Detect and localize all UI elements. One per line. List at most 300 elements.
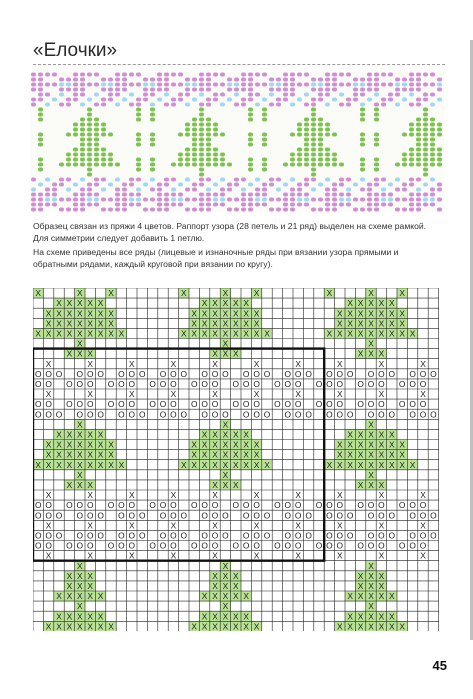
chart-cross-symbol: X <box>108 288 114 299</box>
chart-circle-symbol: O <box>149 540 156 551</box>
chart-cross-symbol: X <box>66 591 73 602</box>
chart-circle-symbol: O <box>336 540 344 551</box>
chart-circle-symbol: O <box>232 500 240 511</box>
chart-cross-symbol: X <box>295 358 301 369</box>
chart-cross-symbol: X <box>253 621 260 632</box>
chart-cross-symbol: X <box>253 439 260 450</box>
chart-cross-symbol: X <box>56 611 62 622</box>
chart-cross-symbol: X <box>191 439 197 450</box>
chart-circle-symbol: O <box>159 378 167 389</box>
chart-circle-symbol: O <box>86 368 94 379</box>
chart-circle-symbol: O <box>398 540 406 551</box>
chart-cross-symbol: X <box>191 328 197 339</box>
chart-circle-symbol: O <box>367 378 375 389</box>
chart-cross-symbol: X <box>368 591 374 602</box>
chart-cross-symbol: X <box>357 348 364 359</box>
chart-cross-symbol: X <box>212 490 218 501</box>
chart-circle-symbol: O <box>128 540 136 551</box>
chart-circle-symbol: O <box>419 409 427 420</box>
chart-cross-symbol: X <box>87 449 93 460</box>
chart-cross-symbol: X <box>264 459 270 470</box>
chart-cross-symbol: X <box>222 429 229 440</box>
chart-circle-symbol: O <box>138 409 146 420</box>
chart-cross-symbol: X <box>222 439 229 450</box>
chart-cross-symbol: X <box>378 611 385 622</box>
chart-cross-symbol: X <box>45 550 52 561</box>
chart-circle-symbol: O <box>97 368 104 379</box>
chart-cross-symbol: X <box>77 580 83 591</box>
chart-circle-symbol: O <box>409 378 416 389</box>
chart-cross-symbol: X <box>45 490 52 501</box>
chart-circle-symbol: O <box>211 368 219 379</box>
chart-circle-symbol: O <box>45 540 52 551</box>
chart-circle-symbol: O <box>34 500 42 511</box>
chart-cross-symbol: X <box>108 318 114 329</box>
chart-cross-symbol: X <box>77 308 83 319</box>
chart-circle-symbol: O <box>222 409 229 420</box>
chart-circle-symbol: O <box>107 500 115 511</box>
chart-cross-symbol: X <box>378 520 385 531</box>
chart-circle-symbol: O <box>294 368 302 379</box>
chart-circle-symbol: O <box>211 500 219 511</box>
chart-cross-symbol: X <box>97 308 104 319</box>
chart-cross-symbol: X <box>66 439 73 450</box>
chart-cross-symbol: X <box>357 318 364 329</box>
chart-cross-symbol: X <box>368 348 374 359</box>
chart-cross-symbol: X <box>222 338 229 349</box>
chart-circle-symbol: O <box>34 368 42 379</box>
chart-circle-symbol: O <box>284 409 292 420</box>
chart-cross-symbol: X <box>388 449 395 460</box>
chart-circle-symbol: O <box>294 409 302 420</box>
chart-cross-symbol: X <box>87 358 93 369</box>
chart-cross-symbol: X <box>378 621 385 632</box>
chart-cross-symbol: X <box>368 439 374 450</box>
chart-cross-symbol: X <box>388 621 395 632</box>
chart-circle-symbol: O <box>180 368 188 379</box>
chart-cross-symbol: X <box>233 449 239 460</box>
description-paragraph-2: На схеме приведены все ряды (лицевые и изнаночные ряды при вязании узора прямыми и обратными рядами, каждый круговой при вязании по кругу). <box>33 247 399 270</box>
chart-cross-symbol: X <box>243 318 249 329</box>
chart-cross-symbol: X <box>97 621 104 632</box>
chart-cross-symbol: X <box>253 358 260 369</box>
chart-cross-symbol: X <box>295 520 301 531</box>
chart-cross-symbol: X <box>191 308 197 319</box>
chart-cross-symbol: X <box>201 308 208 319</box>
chart-circle-symbol: O <box>326 510 333 521</box>
chart-cross-symbol: X <box>368 479 374 490</box>
chart-cross-symbol: X <box>347 429 353 440</box>
chart-circle-symbol: O <box>336 500 344 511</box>
chart-cross-symbol: X <box>399 288 405 299</box>
chart-cross-symbol: X <box>77 469 83 480</box>
chart-cross-symbol: X <box>388 308 395 319</box>
chart-cross-symbol: X <box>201 459 208 470</box>
chart-circle-symbol: O <box>346 409 354 420</box>
chart-circle-symbol: O <box>253 500 260 511</box>
chart-circle-symbol: O <box>107 540 115 551</box>
chart-cross-symbol: X <box>87 520 93 531</box>
chart-cross-symbol: X <box>336 328 343 339</box>
chart-circle-symbol: O <box>336 530 344 541</box>
chart-circle-symbol: O <box>388 368 396 379</box>
chart-circle-symbol: O <box>170 500 177 511</box>
chart-cross-symbol: X <box>357 591 364 602</box>
chart-circle-symbol: O <box>76 530 84 541</box>
chart-cross-symbol: X <box>368 570 374 581</box>
chart-circle-symbol: O <box>294 378 302 389</box>
chart-cross-symbol: X <box>212 459 218 470</box>
chart-cross-symbol: X <box>378 318 385 329</box>
chart-circle-symbol: O <box>211 399 219 410</box>
chart-circle-symbol: O <box>222 368 229 379</box>
chart-cross-symbol: X <box>399 459 405 470</box>
knitting-chart-grid <box>33 288 439 631</box>
chart-cross-symbol: X <box>347 439 353 450</box>
chart-circle-symbol: O <box>211 409 219 420</box>
chart-circle-symbol: O <box>201 540 208 551</box>
chart-cross-symbol: X <box>347 328 353 339</box>
chart-cross-symbol: X <box>56 298 62 309</box>
chart-cross-symbol: X <box>336 449 343 460</box>
chart-cross-symbol: X <box>56 328 62 339</box>
chart-circle-symbol: O <box>66 399 73 410</box>
chart-circle-symbol: O <box>242 510 250 521</box>
chart-circle-symbol: O <box>170 510 177 521</box>
chart-circle-symbol: O <box>86 378 94 389</box>
chart-cross-symbol: X <box>77 601 83 612</box>
chart-cross-symbol: X <box>66 348 73 359</box>
chart-cross-symbol: X <box>222 328 229 339</box>
chart-cross-symbol: X <box>87 328 93 339</box>
chart-circle-symbol: O <box>409 368 416 379</box>
chart-circle-symbol: O <box>66 378 73 389</box>
chart-cross-symbol: X <box>253 459 260 470</box>
chart-cross-symbol: X <box>326 328 333 339</box>
chart-cross-symbol: X <box>222 621 229 632</box>
chart-cross-symbol: X <box>222 580 229 591</box>
chart-cross-symbol: X <box>368 318 374 329</box>
chart-circle-symbol: O <box>170 540 177 551</box>
chart-cross-symbol: X <box>87 429 93 440</box>
chart-cross-symbol: X <box>222 348 229 359</box>
chart-cross-symbol: X <box>243 591 249 602</box>
title-divider <box>33 64 445 65</box>
chart-cross-symbol: X <box>336 389 343 400</box>
chart-cross-symbol: X <box>409 328 416 339</box>
chart-cross-symbol: X <box>97 429 104 440</box>
chart-cross-symbol: X <box>77 439 83 450</box>
chart-circle-symbol: O <box>180 510 188 521</box>
chart-cross-symbol: X <box>77 560 83 571</box>
chart-cross-symbol: X <box>388 611 395 622</box>
chart-cross-symbol: X <box>201 611 208 622</box>
chart-circle-symbol: O <box>159 500 167 511</box>
chart-circle-symbol: O <box>232 540 240 551</box>
chart-circle-symbol: O <box>284 530 292 541</box>
chart-circle-symbol: O <box>222 510 229 521</box>
chart-circle-symbol: O <box>284 540 292 551</box>
chart-circle-symbol: O <box>118 540 125 551</box>
chart-cross-symbol: X <box>222 298 229 309</box>
chart-cross-symbol: X <box>66 298 73 309</box>
chart-cross-symbol: X <box>97 591 104 602</box>
chart-cross-symbol: X <box>388 439 395 450</box>
chart-circle-symbol: O <box>367 500 375 511</box>
chart-cross-symbol: X <box>357 429 364 440</box>
chart-circle-symbol: O <box>128 399 136 410</box>
chart-cross-symbol: X <box>368 449 374 460</box>
chart-circle-symbol: O <box>388 409 396 420</box>
chart-circle-symbol: O <box>149 378 156 389</box>
chart-cross-symbol: X <box>368 328 374 339</box>
chart-circle-symbol: O <box>201 399 208 410</box>
chart-circle-symbol: O <box>315 500 323 511</box>
chart-circle-symbol: O <box>170 409 177 420</box>
chart-circle-symbol: O <box>201 368 208 379</box>
chart-cross-symbol: X <box>378 591 385 602</box>
chart-cross-symbol: X <box>66 449 73 460</box>
chart-circle-symbol: O <box>76 399 84 410</box>
chart-cross-symbol: X <box>56 591 62 602</box>
chart-cross-symbol: X <box>253 550 260 561</box>
chart-circle-symbol: O <box>190 399 198 410</box>
chart-cross-symbol: X <box>347 318 353 329</box>
knitting-chart <box>33 288 439 631</box>
chart-cross-symbol: X <box>97 449 104 460</box>
page-title: «Елочки» <box>33 40 118 61</box>
chart-circle-symbol: O <box>86 399 94 410</box>
chart-cross-symbol: X <box>347 449 353 460</box>
chart-cross-symbol: X <box>77 348 83 359</box>
chart-cross-symbol: X <box>264 328 270 339</box>
chart-cross-symbol: X <box>87 580 93 591</box>
chart-cross-symbol: X <box>378 298 385 309</box>
chart-circle-symbol: O <box>294 500 302 511</box>
chart-cross-symbol: X <box>368 429 374 440</box>
chart-cross-symbol: X <box>399 308 405 319</box>
chart-circle-symbol: O <box>34 409 42 420</box>
chart-cross-symbol: X <box>399 328 405 339</box>
chart-circle-symbol: O <box>367 409 375 420</box>
chart-cross-symbol: X <box>336 439 343 450</box>
chart-cross-symbol: X <box>368 580 374 591</box>
chart-circle-symbol: O <box>118 378 125 389</box>
chart-cross-symbol: X <box>368 621 374 632</box>
chart-cross-symbol: X <box>222 479 229 490</box>
chart-cross-symbol: X <box>212 348 218 359</box>
chart-cross-symbol: X <box>233 459 239 470</box>
chart-circle-symbol: O <box>118 399 125 410</box>
chart-circle-symbol: O <box>253 530 260 541</box>
chart-circle-symbol: O <box>419 368 427 379</box>
chart-cross-symbol: X <box>212 580 218 591</box>
chart-cross-symbol: X <box>222 449 229 460</box>
chart-circle-symbol: O <box>97 409 104 420</box>
chart-cross-symbol: X <box>253 308 260 319</box>
chart-cross-symbol: X <box>222 308 229 319</box>
chart-cross-symbol: X <box>108 328 114 339</box>
chart-cross-symbol: X <box>212 611 218 622</box>
chart-cross-symbol: X <box>378 348 385 359</box>
chart-circle-symbol: O <box>159 409 167 420</box>
chart-circle-symbol: O <box>253 368 260 379</box>
chart-cross-symbol: X <box>45 328 52 339</box>
chart-cross-symbol: X <box>97 611 104 622</box>
chart-cross-symbol: X <box>212 520 218 531</box>
chart-circle-symbol: O <box>170 368 177 379</box>
chart-cross-symbol: X <box>66 459 73 470</box>
chart-cross-symbol: X <box>222 318 229 329</box>
chart-cross-symbol: X <box>357 611 364 622</box>
chart-circle-symbol: O <box>201 500 208 511</box>
chart-cross-symbol: X <box>170 520 177 531</box>
chart-circle-symbol: O <box>409 530 416 541</box>
chart-cross-symbol: X <box>97 439 104 450</box>
chart-circle-symbol: O <box>315 399 323 410</box>
chart-circle-symbol: O <box>159 368 167 379</box>
chart-cross-symbol: X <box>56 318 62 329</box>
chart-circle-symbol: O <box>419 530 427 541</box>
chart-circle-symbol: O <box>128 409 136 420</box>
chart-cross-symbol: X <box>201 328 208 339</box>
chart-cross-symbol: X <box>87 479 93 490</box>
chart-cross-symbol: X <box>45 621 52 632</box>
chart-cross-symbol: X <box>56 621 62 632</box>
chart-cross-symbol: X <box>253 490 260 501</box>
chart-cross-symbol: X <box>378 308 385 319</box>
chart-cross-symbol: X <box>212 591 218 602</box>
chart-cross-symbol: X <box>56 449 62 460</box>
chart-cross-symbol: X <box>66 318 73 329</box>
chart-cross-symbol: X <box>253 288 260 299</box>
chart-cross-symbol: X <box>243 621 249 632</box>
chart-circle-symbol: O <box>294 510 302 521</box>
chart-cross-symbol: X <box>378 328 385 339</box>
chart-cross-symbol: X <box>399 439 405 450</box>
chart-circle-symbol: O <box>211 540 219 551</box>
chart-cross-symbol: X <box>212 389 218 400</box>
chart-cross-symbol: X <box>97 328 104 339</box>
chart-cross-symbol: X <box>378 358 385 369</box>
chart-circle-symbol: O <box>86 540 94 551</box>
chart-circle-symbol: O <box>45 510 52 521</box>
chart-cross-symbol: X <box>201 318 208 329</box>
chart-circle-symbol: O <box>190 500 198 511</box>
chart-cross-symbol: X <box>243 429 249 440</box>
chart-cross-symbol: X <box>295 389 301 400</box>
chart-cross-symbol: X <box>233 308 239 319</box>
chart-cross-symbol: X <box>87 611 93 622</box>
chart-circle-symbol: O <box>315 540 323 551</box>
chart-cross-symbol: X <box>347 591 353 602</box>
chart-circle-symbol: O <box>274 540 281 551</box>
chart-cross-symbol: X <box>87 298 93 309</box>
chart-circle-symbol: O <box>336 368 344 379</box>
chart-cross-symbol: X <box>35 328 41 339</box>
chart-circle-symbol: O <box>107 378 115 389</box>
chart-cross-symbol: X <box>336 358 343 369</box>
chart-cross-symbol: X <box>66 328 73 339</box>
chart-circle-symbol: O <box>201 409 208 420</box>
chart-cross-symbol: X <box>97 459 104 470</box>
chart-circle-symbol: O <box>201 510 208 521</box>
chart-cross-symbol: X <box>253 520 260 531</box>
chart-cross-symbol: X <box>243 611 249 622</box>
chart-circle-symbol: O <box>138 368 146 379</box>
knitted-sample-photo <box>30 72 444 212</box>
chart-cross-symbol: X <box>357 449 364 460</box>
chart-circle-symbol: O <box>409 540 416 551</box>
chart-cross-symbol: X <box>66 479 73 490</box>
chart-cross-symbol: X <box>378 439 385 450</box>
chart-cross-symbol: X <box>420 490 426 501</box>
chart-circle-symbol: O <box>128 500 136 511</box>
chart-circle-symbol: O <box>409 500 416 511</box>
chart-circle-symbol: O <box>232 399 240 410</box>
chart-cross-symbol: X <box>108 308 114 319</box>
chart-circle-symbol: O <box>326 368 333 379</box>
chart-circle-symbol: O <box>346 510 354 521</box>
chart-circle-symbol: O <box>419 399 427 410</box>
chart-circle-symbol: O <box>190 378 198 389</box>
chart-cross-symbol: X <box>336 550 343 561</box>
chart-cross-symbol: X <box>66 308 73 319</box>
chart-cross-symbol: X <box>201 429 208 440</box>
chart-circle-symbol: O <box>419 500 427 511</box>
chart-cross-symbol: X <box>87 348 93 359</box>
chart-circle-symbol: O <box>284 510 292 521</box>
chart-cross-symbol: X <box>45 389 52 400</box>
chart-cross-symbol: X <box>87 621 93 632</box>
chart-circle-symbol: O <box>315 378 323 389</box>
chart-circle-symbol: O <box>45 530 52 541</box>
chart-circle-symbol: O <box>357 500 364 511</box>
chart-cross-symbol: X <box>56 439 62 450</box>
chart-cross-symbol: X <box>368 601 374 612</box>
description-paragraph-1: Образец связан из пряжи 4 цветов. Раппорт узора (28 петель и 21 ряд) выделен на схеме рамкой. Для симметрии следует добавить 1 петлю. <box>33 221 427 244</box>
chart-circle-symbol: O <box>398 378 406 389</box>
chart-cross-symbol: X <box>77 621 83 632</box>
chart-circle-symbol: O <box>388 510 396 521</box>
chart-cross-symbol: X <box>77 591 83 602</box>
chart-circle-symbol: O <box>55 409 63 420</box>
chart-cross-symbol: X <box>222 570 229 581</box>
chart-circle-symbol: O <box>170 399 177 410</box>
chart-cross-symbol: X <box>336 621 343 632</box>
chart-cross-symbol: X <box>233 621 239 632</box>
chart-cross-symbol: X <box>357 298 364 309</box>
chart-cross-symbol: X <box>56 459 62 470</box>
chart-cross-symbol: X <box>129 358 135 369</box>
chart-circle-symbol: O <box>45 500 52 511</box>
chart-cross-symbol: X <box>87 550 93 561</box>
chart-circle-symbol: O <box>284 368 292 379</box>
chart-circle-symbol: O <box>378 399 385 410</box>
chart-circle-symbol: O <box>398 500 406 511</box>
chart-circle-symbol: O <box>107 399 115 410</box>
chart-circle-symbol: O <box>398 399 406 410</box>
chart-circle-symbol: O <box>263 510 271 521</box>
chart-cross-symbol: X <box>347 308 353 319</box>
chart-cross-symbol: X <box>97 318 104 329</box>
chart-cross-symbol: X <box>233 591 239 602</box>
chart-circle-symbol: O <box>118 409 125 420</box>
chart-cross-symbol: X <box>35 459 41 470</box>
chart-circle-symbol: O <box>294 540 302 551</box>
chart-cross-symbol: X <box>108 621 114 632</box>
chart-cross-symbol: X <box>212 479 218 490</box>
